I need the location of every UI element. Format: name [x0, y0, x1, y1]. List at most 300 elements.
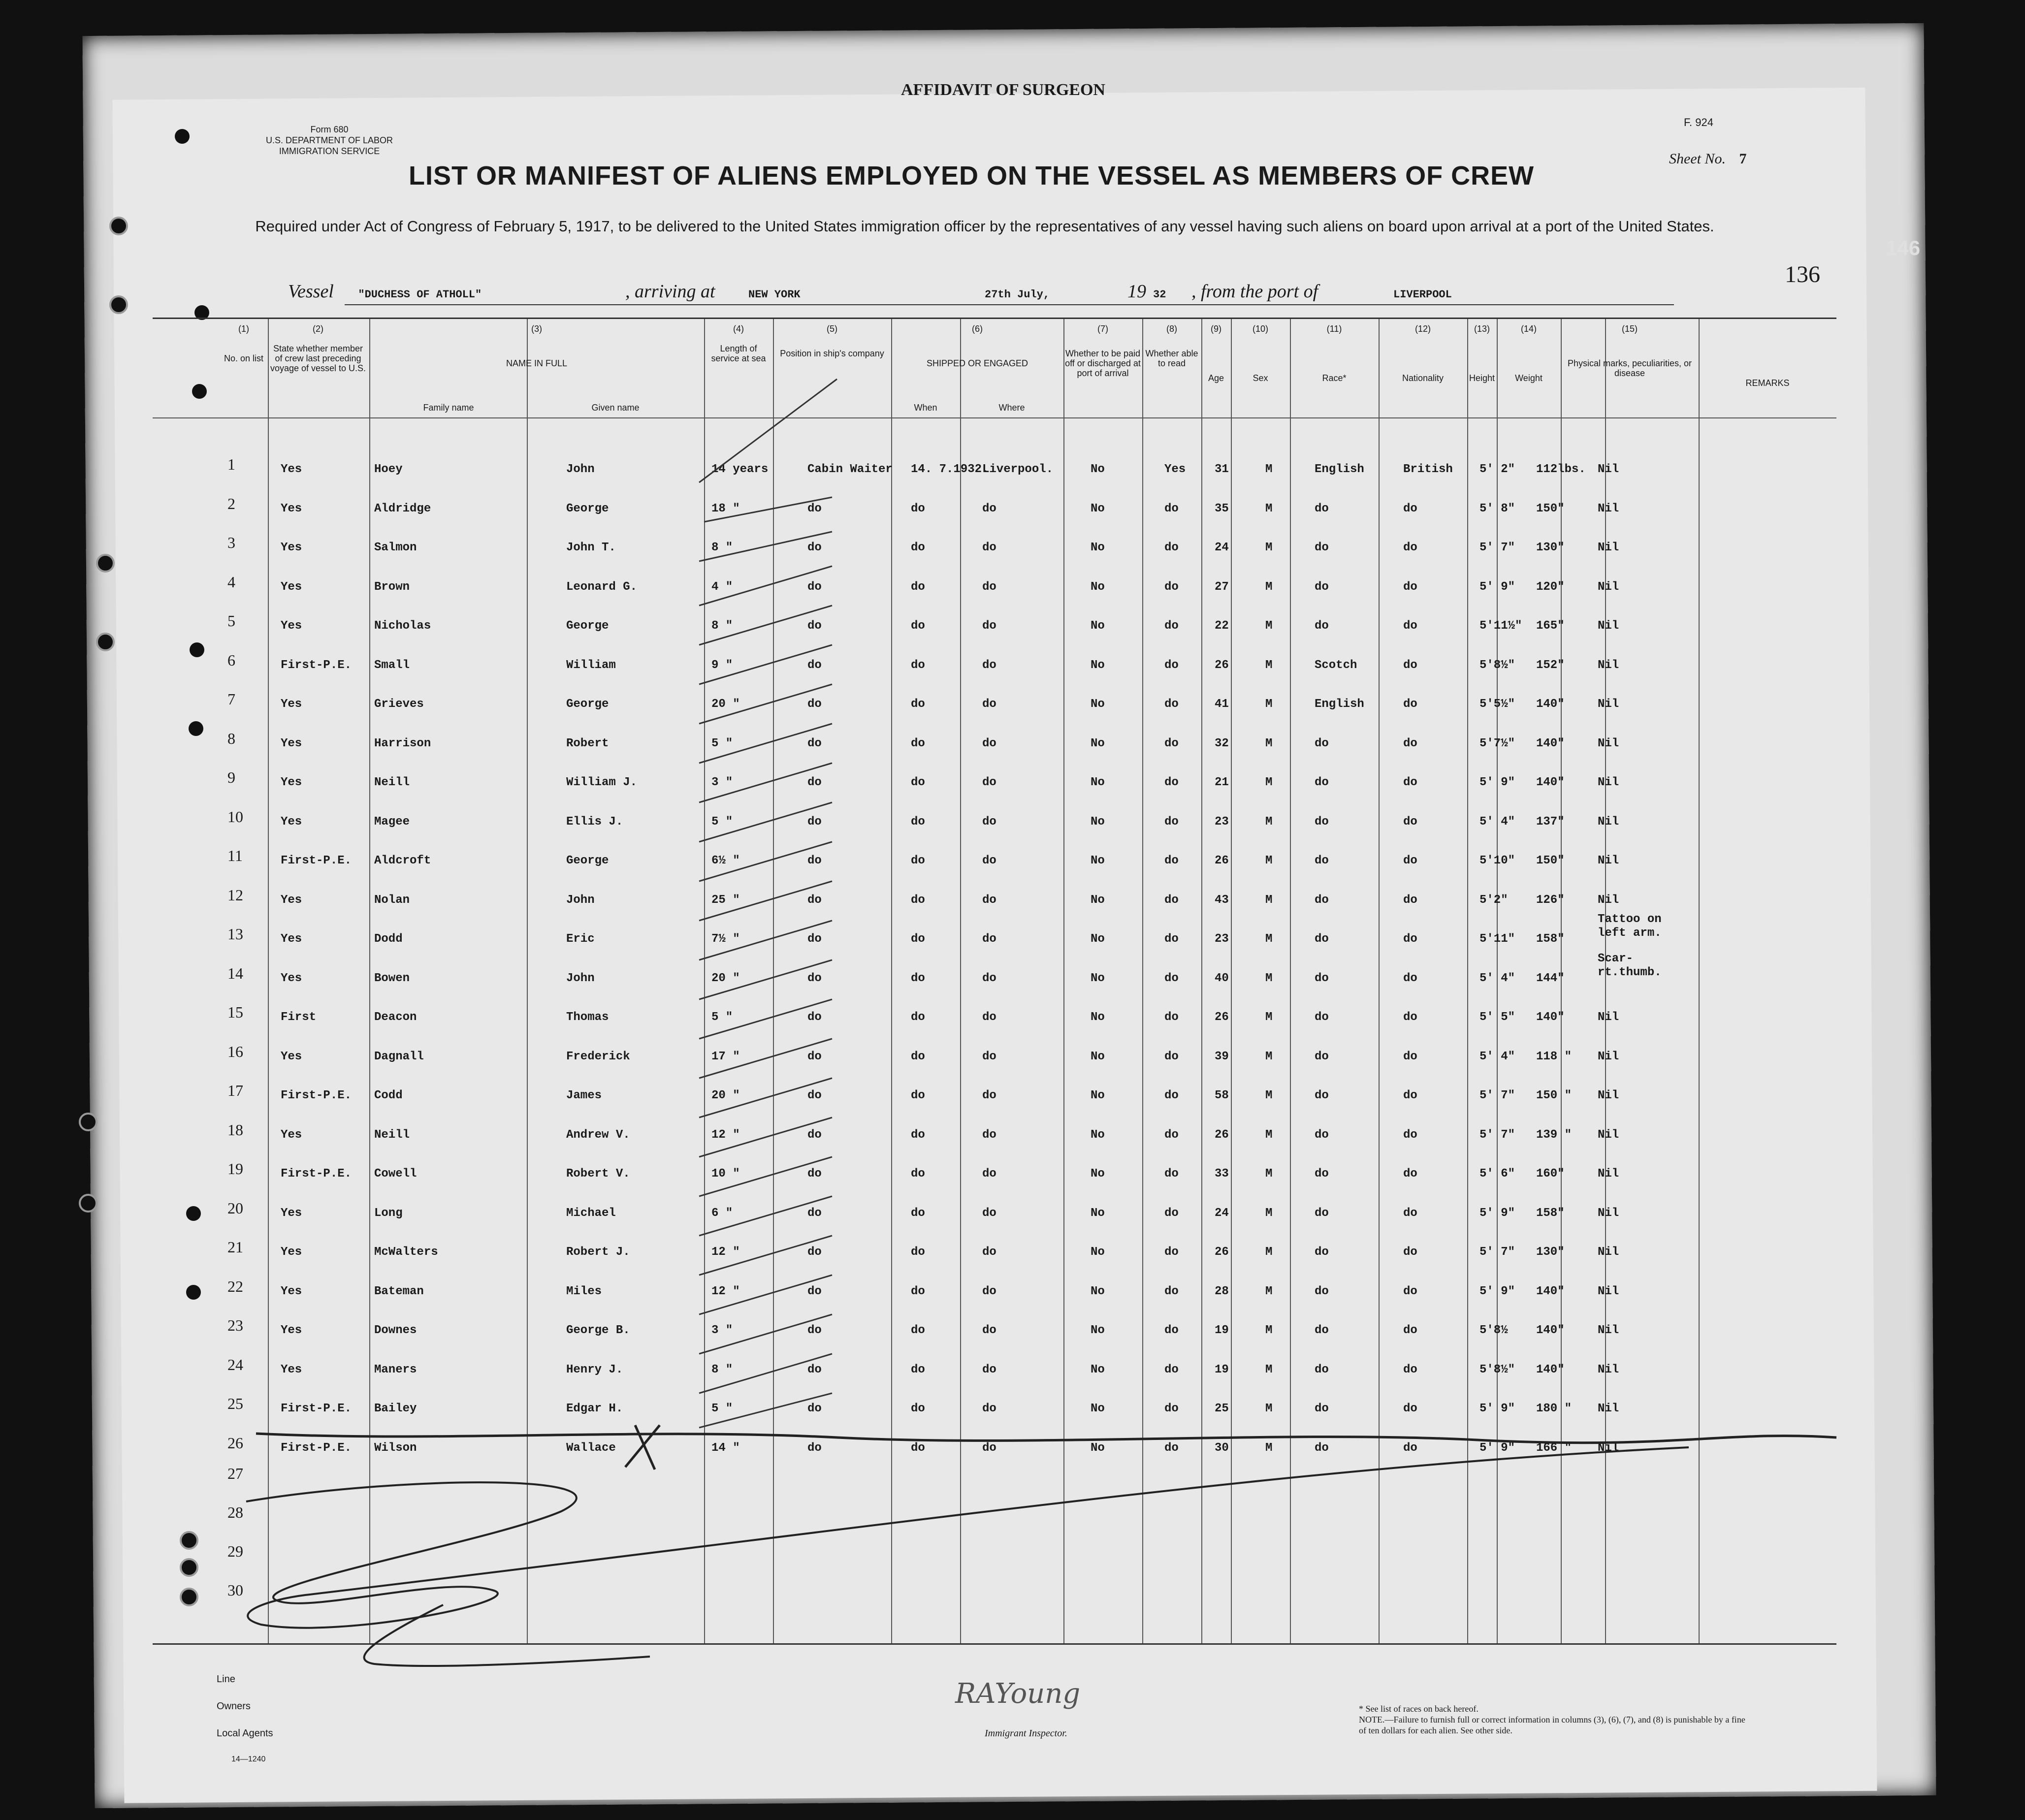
prev-cell: Yes [281, 1285, 302, 1298]
nationality: do [1403, 1324, 1417, 1337]
family-name: Dodd [374, 932, 403, 946]
height: 5' 9" [1479, 1402, 1515, 1415]
race: do [1315, 1167, 1329, 1181]
service-length: 8 " [711, 541, 733, 554]
position: do [807, 1441, 822, 1455]
nationality: do [1403, 619, 1417, 633]
cancel-tail [364, 1605, 650, 1666]
given-name: John [566, 972, 595, 985]
sex: M [1265, 698, 1273, 711]
physical-marks: Nil [1598, 502, 1619, 515]
row-number: 8 [227, 730, 235, 747]
age: 41 [1215, 698, 1229, 711]
position: do [807, 894, 822, 907]
service-length: 5 " [711, 1011, 733, 1024]
nationality: do [1403, 854, 1417, 867]
physical-marks: Nil [1598, 1363, 1619, 1376]
shipped-when: do [911, 502, 925, 515]
shipped-where: do [982, 1285, 996, 1298]
height: 5'2" [1479, 894, 1508, 907]
given-name: Robert [566, 737, 609, 750]
paid-off: No [1091, 972, 1105, 985]
family-name: Bailey [374, 1402, 417, 1415]
nationality: do [1403, 659, 1417, 672]
age: 26 [1215, 854, 1229, 867]
shipped-when: do [911, 737, 925, 750]
race: do [1315, 1128, 1329, 1142]
row-number: 7 [227, 690, 235, 708]
able-to-read: do [1164, 659, 1179, 672]
arrival-port: NEW YORK [748, 288, 801, 301]
paid-off: No [1091, 463, 1105, 476]
weight: 130" [1536, 541, 1565, 554]
given-name: Andrew V. [566, 1128, 630, 1142]
row-number: 9 [227, 768, 235, 786]
paid-off: No [1091, 737, 1105, 750]
family-name: Salmon [374, 541, 417, 554]
col-11-header: (11) Race* [1322, 324, 1347, 383]
family-name: Neill [374, 776, 410, 789]
age: 32 [1215, 737, 1229, 750]
shipped-when: do [911, 972, 925, 985]
nationality: do [1403, 737, 1417, 750]
position: do [807, 1128, 822, 1142]
physical-marks: Nil [1598, 894, 1619, 907]
position: Cabin Waiter [807, 463, 893, 476]
family-name: Long [374, 1207, 403, 1220]
weight: 140" [1536, 776, 1565, 789]
paid-off: No [1091, 894, 1105, 907]
row-number: 23 [227, 1316, 243, 1334]
row-number: 16 [227, 1043, 243, 1060]
nationality: do [1403, 1167, 1417, 1181]
family-name: Maners [374, 1363, 417, 1376]
document-subtitle: Required under Act of Congress of February 5, 1917, to be delivered to the United States immigration officer by the representatives of any vessel having such aliens on board upon arrival at a port of the United States. [255, 218, 1714, 235]
prev-cell: Yes [281, 1128, 302, 1142]
position: do [807, 1050, 822, 1063]
given-name: George [566, 854, 609, 867]
shipped-where: do [982, 541, 996, 554]
col-8-header: (8) Whether able to read [1145, 324, 1198, 368]
service-length: 17 " [711, 1050, 740, 1063]
race: Scotch [1315, 659, 1357, 672]
nationality: do [1403, 1089, 1417, 1102]
row-number: 29 [227, 1542, 243, 1560]
shipped-when: do [911, 1402, 925, 1415]
weight: 139 " [1536, 1128, 1572, 1142]
height: 5' 7" [1479, 1245, 1515, 1259]
given-name: Ellis J. [566, 815, 623, 829]
given-name: John T. [566, 541, 616, 554]
row-number: 6 [227, 651, 235, 669]
position: do [807, 619, 822, 633]
height: 5' 9" [1479, 1441, 1515, 1455]
shipped-where: do [982, 580, 996, 594]
shipped-where: do [982, 1363, 996, 1376]
physical-marks: Nil [1598, 854, 1619, 867]
row-number: 3 [227, 534, 235, 551]
weight: 158" [1536, 1207, 1565, 1220]
physical-marks: Nil [1598, 1011, 1619, 1024]
physical-marks: Nil [1598, 1402, 1619, 1415]
height: 5' 7" [1479, 1128, 1515, 1142]
height: 5' 7" [1479, 1089, 1515, 1102]
family-name: Wilson [374, 1441, 417, 1455]
race: do [1315, 737, 1329, 750]
family-name: Small [374, 659, 410, 672]
nationality: do [1403, 972, 1417, 985]
prev-cell: Yes [281, 815, 302, 829]
race: English [1315, 463, 1364, 476]
weight: 140" [1536, 1285, 1565, 1298]
nationality: do [1403, 541, 1417, 554]
shipped-when: do [911, 1245, 925, 1259]
prev-cell: Yes [281, 502, 302, 515]
given-name: William [566, 659, 616, 672]
family-name: Bateman [374, 1285, 424, 1298]
able-to-read: do [1164, 698, 1179, 711]
physical-marks: Nil [1598, 580, 1619, 594]
inspector-signature: RAYoung [955, 1678, 1081, 1710]
col-12-header: (12) Nationality [1402, 324, 1444, 383]
shipped-when: do [911, 854, 925, 867]
row-number: 10 [227, 808, 243, 826]
col-6-header: (6) SHIPPED OR ENGAGED [926, 324, 1029, 368]
height: 5'7½" [1479, 737, 1515, 750]
race: do [1315, 1089, 1329, 1102]
nationality: British [1403, 463, 1453, 476]
prev-cell: Yes [281, 972, 302, 985]
service-length: 25 " [711, 894, 740, 907]
position: do [807, 1089, 822, 1102]
family-name: Downes [374, 1324, 417, 1337]
nationality: do [1403, 1245, 1417, 1259]
position: do [807, 737, 822, 750]
shipped-when: do [911, 1363, 925, 1376]
shipped-where: do [982, 815, 996, 829]
nationality: do [1403, 776, 1417, 789]
physical-marks: Nil [1598, 541, 1619, 554]
cross-mark [625, 1425, 660, 1469]
col-5-header: (5) Position in ship's company [780, 324, 884, 358]
given-name: Eric [566, 932, 595, 946]
sex: M [1265, 1089, 1273, 1102]
col-6-when: When [914, 403, 937, 413]
nationality: do [1403, 502, 1417, 515]
row-number: 4 [227, 573, 235, 591]
prev-cell: First-P.E. [281, 854, 352, 867]
weight: 158" [1536, 932, 1565, 946]
height: 5'11½" [1479, 619, 1522, 633]
physical-marks: Tattoo on left arm. [1598, 913, 1662, 940]
able-to-read: do [1164, 1363, 1179, 1376]
weight: 140" [1536, 1363, 1565, 1376]
sex: M [1265, 1167, 1273, 1181]
paid-off: No [1091, 1011, 1105, 1024]
paid-off: No [1091, 1245, 1105, 1259]
able-to-read: Yes [1164, 463, 1186, 476]
sex: M [1265, 1324, 1273, 1337]
family-name: Neill [374, 1128, 410, 1142]
service-length: 14 years [711, 463, 769, 476]
inspector-label: Immigrant Inspector. [985, 1728, 1067, 1739]
race: do [1315, 894, 1329, 907]
given-name: Leonard G. [566, 580, 638, 594]
position: do [807, 776, 822, 789]
race: do [1315, 1363, 1329, 1376]
family-name: Bowen [374, 972, 410, 985]
able-to-read: do [1164, 815, 1179, 829]
from-port: LIVERPOOL [1393, 288, 1452, 301]
shipped-where: do [982, 1128, 996, 1142]
family-name: Brown [374, 580, 410, 594]
col-3-header: (3) NAME IN FULL [506, 324, 568, 368]
weight: 140" [1536, 698, 1565, 711]
height: 5' 9" [1479, 776, 1515, 789]
nationality: do [1403, 932, 1417, 946]
age: 22 [1215, 619, 1229, 633]
shipped-when: do [911, 1324, 925, 1337]
service-length: 9 " [711, 659, 733, 672]
prev-cell: First [281, 1011, 317, 1024]
physical-marks: Nil [1598, 619, 1619, 633]
age: 23 [1215, 815, 1229, 829]
sex: M [1265, 972, 1273, 985]
given-name: Frederick [566, 1050, 630, 1063]
sex: M [1265, 737, 1273, 750]
weight: 150" [1536, 502, 1565, 515]
shipped-when: do [911, 1089, 925, 1102]
weight: 152" [1536, 659, 1565, 672]
shipped-where: do [982, 737, 996, 750]
height: 5' 4" [1479, 815, 1515, 829]
nationality: do [1403, 815, 1417, 829]
age: 19 [1215, 1324, 1229, 1337]
prev-cell: First-P.E. [281, 1402, 352, 1415]
race: do [1315, 1441, 1329, 1455]
physical-marks: Nil [1598, 1285, 1619, 1298]
physical-marks: Nil [1598, 737, 1619, 750]
col-3-family: Family name [423, 403, 474, 413]
sex: M [1265, 541, 1273, 554]
department-name: U.S. DEPARTMENT OF LABOR [266, 135, 393, 145]
paid-off: No [1091, 1402, 1105, 1415]
physical-marks: Nil [1598, 1128, 1619, 1142]
prev-cell: Yes [281, 1207, 302, 1220]
height: 5' 8" [1479, 502, 1515, 515]
service-length: 4 " [711, 580, 733, 594]
height: 5' 9" [1479, 580, 1515, 594]
paid-off: No [1091, 1050, 1105, 1063]
height: 5' 2" [1479, 463, 1515, 476]
age: 43 [1215, 894, 1229, 907]
race: do [1315, 1402, 1329, 1415]
sex: M [1265, 1402, 1273, 1415]
col-1-header: (1) No. on list [224, 324, 264, 363]
shipped-where: do [982, 502, 996, 515]
race: do [1315, 1324, 1329, 1337]
weight: 140" [1536, 737, 1565, 750]
able-to-read: do [1164, 737, 1179, 750]
col-3-given: Given name [591, 403, 640, 413]
able-to-read: do [1164, 854, 1179, 867]
shipped-when: do [911, 815, 925, 829]
physical-marks: Nil [1598, 1245, 1619, 1259]
row-number: 25 [227, 1395, 243, 1412]
position: do [807, 854, 822, 867]
prev-cell: Yes [281, 1245, 302, 1259]
family-name: McWalters [374, 1245, 438, 1259]
height: 5' 7" [1479, 541, 1515, 554]
sex: M [1265, 580, 1273, 594]
race: do [1315, 502, 1329, 515]
col-7-header: (7) Whether to be paid off or discharged at port of arrival [1065, 324, 1141, 378]
weight: 160" [1536, 1167, 1565, 1181]
height: 5'5½" [1479, 698, 1515, 711]
vessel-name: "DUCHESS OF ATHOLL" [358, 288, 482, 301]
sex: M [1265, 1050, 1273, 1063]
sex: M [1265, 932, 1273, 946]
shipped-where: do [982, 1324, 996, 1337]
family-name: Dagnall [374, 1050, 424, 1063]
form-number: Form 680 [310, 125, 349, 134]
local-agents-label: Local Agents [217, 1728, 273, 1739]
paid-off: No [1091, 932, 1105, 946]
nationality: do [1403, 1441, 1417, 1455]
shipped-when: do [911, 1207, 925, 1220]
service-length: 3 " [711, 1324, 733, 1337]
shipped-when: do [911, 1050, 925, 1063]
height: 5'8½" [1479, 1363, 1515, 1376]
weight: 118 " [1536, 1050, 1572, 1063]
sex: M [1265, 1363, 1273, 1376]
service-length: 12 " [711, 1245, 740, 1259]
able-to-read: do [1164, 619, 1179, 633]
race: do [1315, 776, 1329, 789]
able-to-read: do [1164, 541, 1179, 554]
able-to-read: do [1164, 1089, 1179, 1102]
arrival-label: , arriving at [625, 281, 715, 302]
prev-cell: Yes [281, 580, 302, 594]
able-to-read: do [1164, 1245, 1179, 1259]
physical-marks: Nil [1598, 1167, 1619, 1181]
paid-off: No [1091, 502, 1105, 515]
position: do [807, 1285, 822, 1298]
shipped-where: do [982, 1167, 996, 1181]
shipped-when: do [911, 580, 925, 594]
prev-cell: Yes [281, 737, 302, 750]
from-label: , from the port of [1191, 281, 1318, 302]
age: 26 [1215, 1011, 1229, 1024]
shipped-where: do [982, 932, 996, 946]
given-name: Edgar H. [566, 1402, 623, 1415]
shipped-where: do [982, 1050, 996, 1063]
paid-off: No [1091, 698, 1105, 711]
able-to-read: do [1164, 1128, 1179, 1142]
physical-marks: Scar-rt.thumb. [1598, 952, 1662, 979]
shipped-where: do [982, 972, 996, 985]
given-name: John [566, 463, 595, 476]
age: 26 [1215, 1128, 1229, 1142]
given-name: Henry J. [566, 1363, 623, 1376]
race: do [1315, 580, 1329, 594]
nationality: do [1403, 1363, 1417, 1376]
row-number: 15 [227, 1003, 243, 1021]
position: do [807, 1402, 822, 1415]
row-number: 30 [227, 1581, 243, 1599]
age: 23 [1215, 932, 1229, 946]
position: do [807, 502, 822, 515]
position: do [807, 1207, 822, 1220]
paid-off: No [1091, 659, 1105, 672]
col-13-header: (13) Height [1469, 324, 1495, 383]
row-number: 19 [227, 1160, 243, 1178]
able-to-read: do [1164, 1167, 1179, 1181]
row-number: 14 [227, 964, 243, 982]
sheet-value: 7 [1739, 151, 1747, 167]
weight: 166 " [1536, 1441, 1572, 1455]
physical-marks: Nil [1598, 1050, 1619, 1063]
physical-marks: Nil [1598, 815, 1619, 829]
age: 21 [1215, 776, 1229, 789]
weight: 126" [1536, 894, 1565, 907]
prev-cell: Yes [281, 776, 302, 789]
able-to-read: do [1164, 1441, 1179, 1455]
given-name: Robert J. [566, 1245, 630, 1259]
service-length: 7½ " [711, 932, 740, 946]
nationality: do [1403, 894, 1417, 907]
cancel-scribble [246, 1447, 1689, 1628]
shipped-when: do [911, 619, 925, 633]
height: 5' 9" [1479, 1207, 1515, 1220]
shipped-when: do [911, 1128, 925, 1142]
nationality: do [1403, 1128, 1417, 1142]
shipped-where: do [982, 1089, 996, 1102]
given-name: George [566, 698, 609, 711]
arrival-date: 27th July, [985, 288, 1050, 301]
age: 27 [1215, 580, 1229, 594]
family-name: Hoey [374, 463, 403, 476]
able-to-read: do [1164, 502, 1179, 515]
prev-cell: Yes [281, 1324, 302, 1337]
weight: 130" [1536, 1245, 1565, 1259]
weight: 144" [1536, 972, 1565, 985]
age: 31 [1215, 463, 1229, 476]
weight: 120" [1536, 580, 1565, 594]
service-length: 6 " [711, 1207, 733, 1220]
col-15-header: (15) Physical marks, peculiarities, or disease [1567, 324, 1692, 378]
family-name: Deacon [374, 1011, 417, 1024]
service-length: 12 " [711, 1128, 740, 1142]
age: 28 [1215, 1285, 1229, 1298]
tick-marks [699, 379, 837, 1428]
race: do [1315, 1050, 1329, 1063]
sex: M [1265, 776, 1273, 789]
col-2-header: (2) State whether member of crew last preceding voyage of vessel to U.S. [270, 324, 366, 373]
vessel-label: Vessel [288, 281, 334, 302]
weight: 150" [1536, 854, 1565, 867]
age: 40 [1215, 972, 1229, 985]
given-name: Thomas [566, 1011, 609, 1024]
shipped-where: do [982, 659, 996, 672]
age: 39 [1215, 1050, 1229, 1063]
penalty-note: NOTE.—Failure to furnish full or correct information in columns (3), (6), (7), and (8) is punishable by a fine of ten dollars for each alien. See other side. [1359, 1715, 1745, 1735]
sex: M [1265, 619, 1273, 633]
sheet-label: Sheet No. [1669, 151, 1726, 167]
prev-cell: Yes [281, 698, 302, 711]
row-number: 18 [227, 1121, 243, 1139]
row-number: 13 [227, 925, 243, 943]
